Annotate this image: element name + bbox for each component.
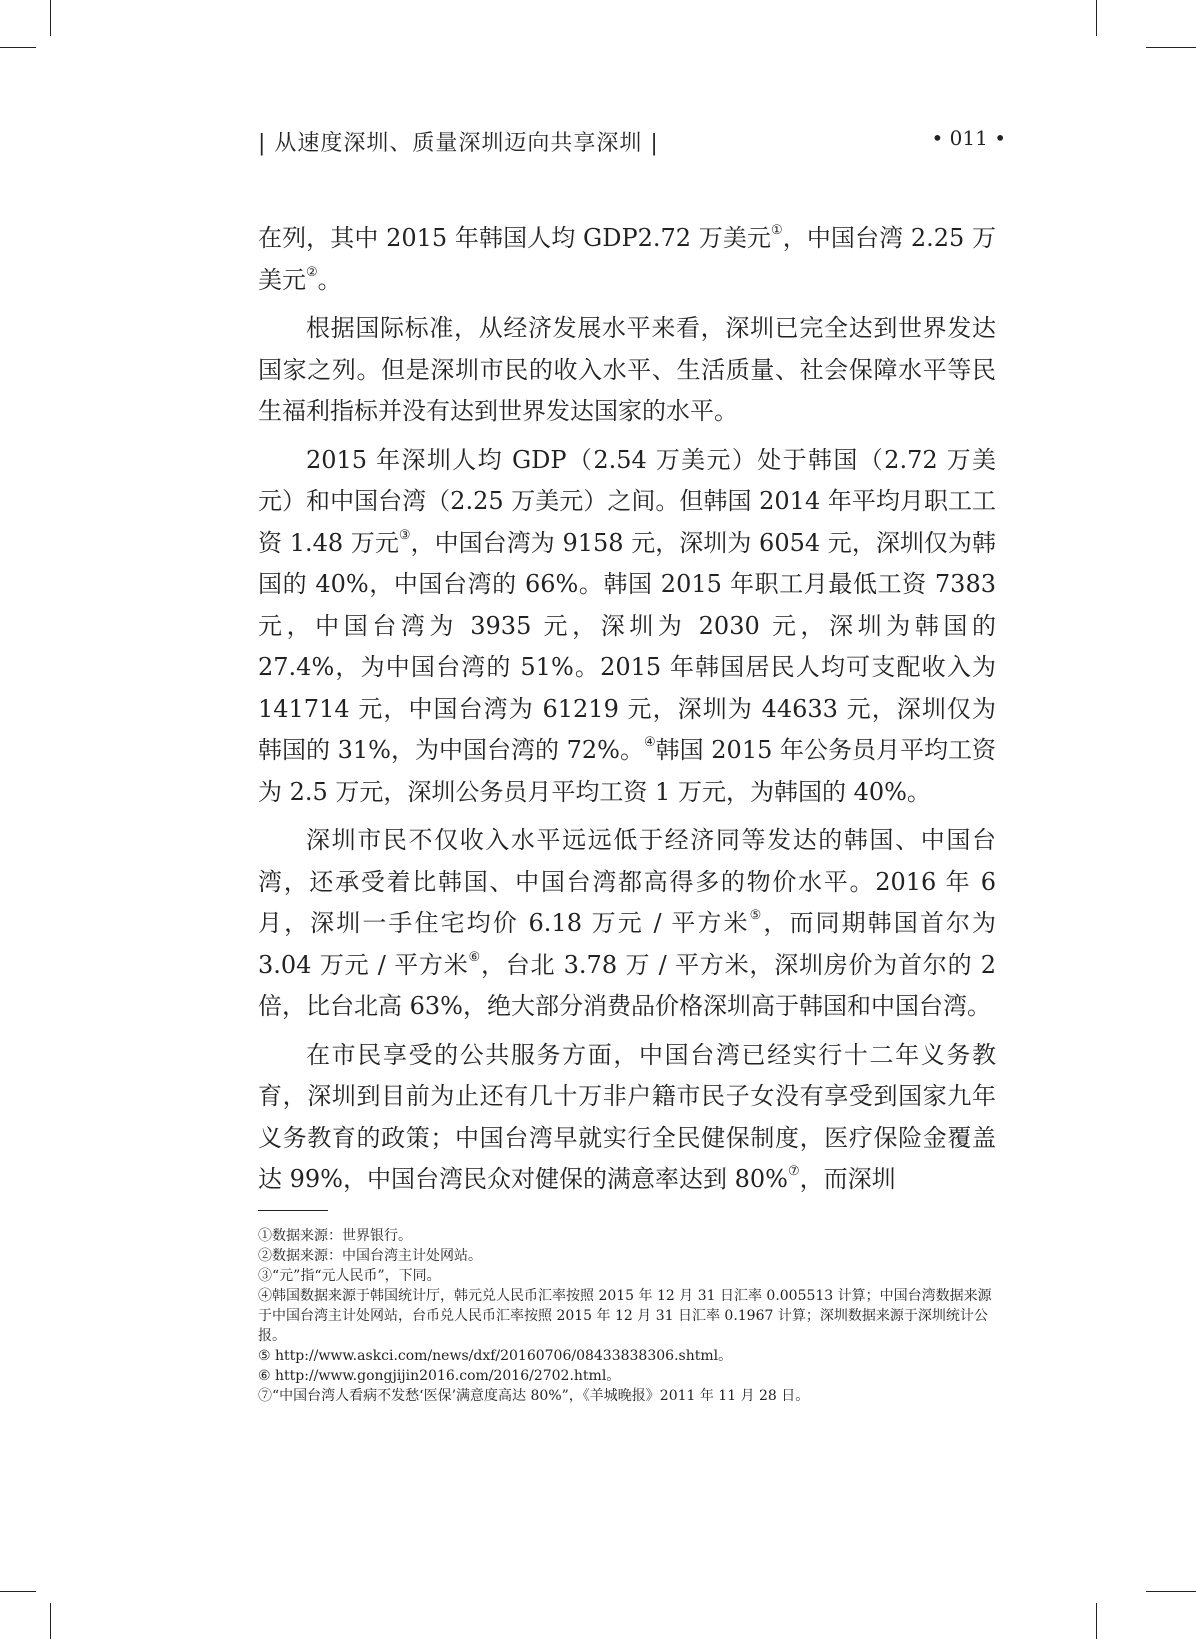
footnote-1: ①数据来源：世界银行。: [258, 1228, 412, 1244]
paragraph-text: 在市民享受的公共服务方面，中国台湾已经实行十二年义务教育，深圳到目前为止还有几十万非户籍市民子女没有享受到国家九年义务教育的政策；中国台湾早就实行全民健保制度，医疗保险金覆盖达 99%，中国台湾民众对健保的满意率达到 80%: [258, 1040, 996, 1193]
running-header-title: | 从速度深圳、质量深圳迈向共享深圳 |: [258, 131, 659, 156]
paragraph: [258, 1035, 996, 1201]
footnote-marker: ④: [643, 735, 656, 750]
paragraph-text: 2015 年深圳人均 GDP（2.54 万美元）处于韩国（2.72 万美元）和中国台湾（2.25 万美元）之间。但韩国 2014 年平均月职工工资 1.48 万元: [258, 445, 996, 557]
footnote-marker: ①: [771, 223, 783, 238]
paragraph-text: 韩国 2015 年公务员月平均工资为 2.5 万元，深圳公务员月平均工资 1 万元，为韩国的 40%。: [258, 736, 996, 806]
paragraph-text: ，而同期韩国首尔为 3.04 万元 / 平方米: [258, 909, 997, 979]
paragraph-text: ，中国台湾为 9158 元，深圳为 6054 元，深圳仅为韩国的 40%，中国台湾的 66%。韩国 2015 年职工月最低工资 7383 元，中国台湾为 3935 元，深圳为 2030 元，深圳为韩国的 27.4%，为中国台湾的 51%。2015 年韩国居民人均可支配收入为 141714 元，中国台湾为 61219 元，深圳为 44633 元，深圳仅为韩国的 31%，为中国台湾的 72%。: [258, 528, 997, 764]
footnote-marker: ⑤: [749, 908, 764, 923]
paragraph: [258, 218, 996, 301]
footnote-3: ③“元”指“元人民币”，下同。: [258, 1268, 441, 1284]
footnote-6: ⑥ http://www.gongjijin2016.com/2016/2702.html。: [258, 1368, 621, 1384]
footnote-marker: ⑦: [787, 1164, 800, 1179]
crop-mark-top-right-h: [1146, 47, 1196, 48]
paragraph: [258, 820, 996, 1028]
paragraph-text: ，而深圳: [799, 1165, 896, 1193]
crop-mark-bottom-right-h: [1146, 1591, 1196, 1592]
paragraph: [258, 440, 996, 814]
crop-mark-top-left-h: [0, 47, 36, 48]
footnote-4: ④韩国数据来源于韩国统计厅，韩元兑人民币汇率按照 2015 年 12 月 31 日汇率 0.005513 计算；中国台湾数据来源于中国台湾主计处网站，台币兑人民币汇率按照 2015 年 12 月 31 日汇率 0.1967 计算；深圳数据来源于深圳统计公报。: [258, 1288, 992, 1344]
crop-mark-top-right: [1096, 0, 1097, 36]
body-text: [258, 218, 996, 1208]
footnote-marker: ③: [398, 527, 411, 543]
footnote-5: ⑤ http://www.askci.com/news/dxf/20160706/08433838306.shtml。: [258, 1348, 733, 1364]
paragraph-text: ，中国台湾 2.25 万美元: [258, 224, 997, 294]
paragraph-text: 在列，其中 2015 年韩国人均 GDP2.72 万美元: [258, 224, 771, 252]
footnotes: [258, 1226, 1000, 1406]
footnote-2: ②数据来源：中国台湾主计处网站。: [258, 1248, 482, 1264]
crop-mark-bottom-right: [1096, 1603, 1097, 1639]
footnote-marker: ②: [306, 264, 318, 280]
paragraph-text: 根据国际标准，从经济发展水平来看，深圳已完全达到世界发达国家之列。但是深圳市民的收入水平、生活质量、社会保障水平等民生福利指标并没有达到世界发达国家的水平。: [258, 314, 996, 425]
paragraph-text: 深圳市民不仅收入水平远远低于经济同等发达的韩国、中国台湾，还承受着比韩国、中国台湾都高得多的物价水平。2016 年 6 月，深圳一手住宅均价 6.18 万元 / 平方米: [258, 826, 996, 937]
paragraph-text: ，台北 3.78 万 / 平方米，深圳房价为首尔的 2 倍，比台北高 63%，绝大部分消费品价格深圳高于韩国和中国台湾。: [258, 950, 996, 1020]
paragraph: [258, 308, 996, 433]
crop-mark-bottom-left: [50, 1603, 51, 1639]
paragraph-text: 。: [317, 265, 342, 294]
page-number: • 011 •: [931, 126, 1006, 150]
footnote-marker: ⑥: [468, 949, 481, 965]
footnote-separator: [258, 1210, 328, 1211]
footnote-7: ⑦“中国台湾人看病不发愁‘医保’满意度高达 80%”，《羊城晚报》2011 年 11 月 28 日。: [258, 1388, 810, 1404]
crop-mark-top-left: [50, 0, 51, 36]
crop-mark-bottom-left-h: [0, 1591, 36, 1592]
